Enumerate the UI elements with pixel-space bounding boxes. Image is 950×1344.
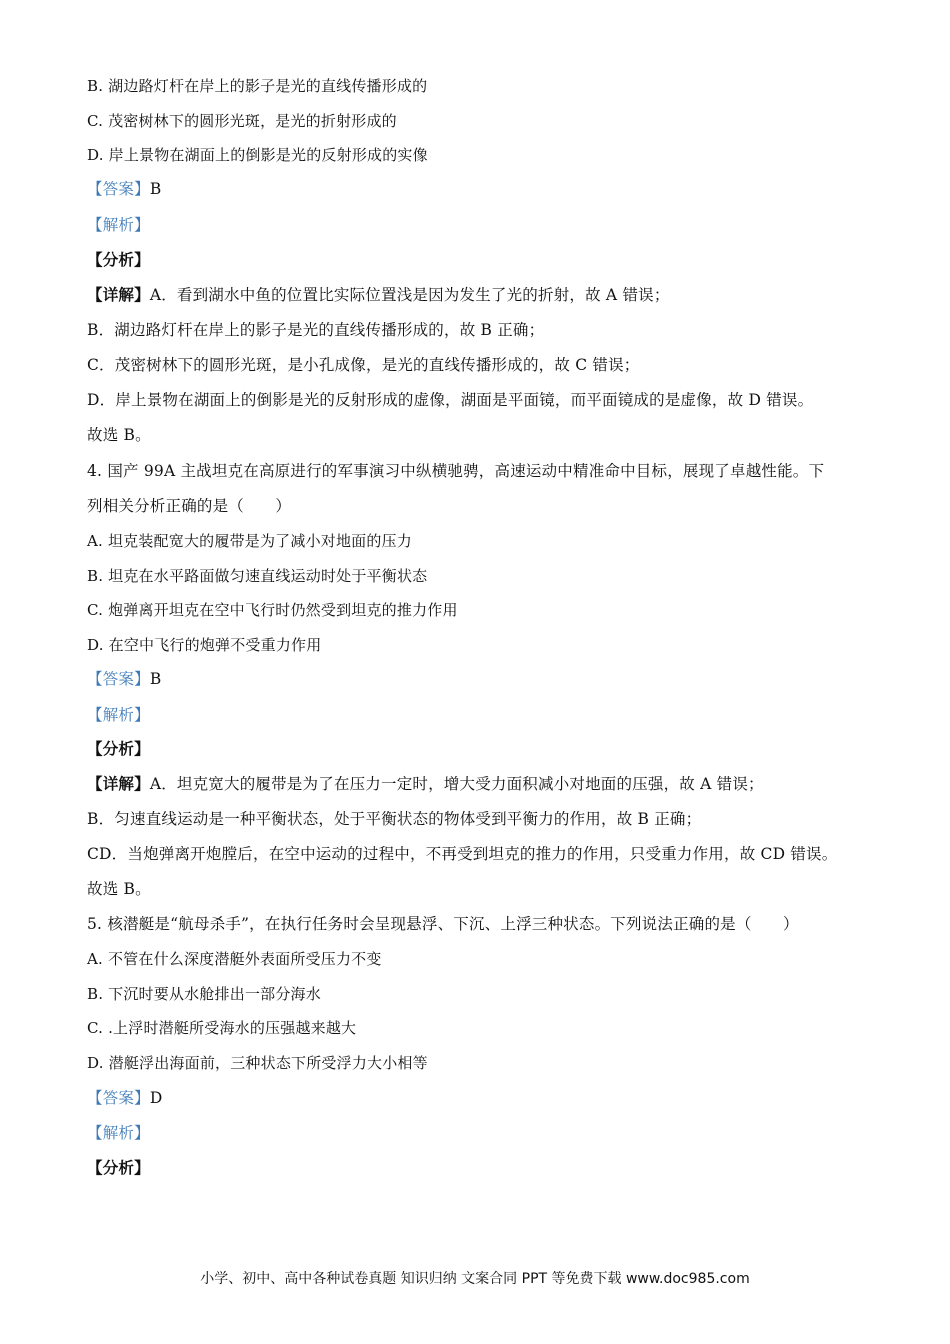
option-a: A. 不管在什么深度潜艇外表面所受压力不变: [87, 950, 382, 968]
detail-line: 【详解】A．坦克宽大的履带是为了在压力一定时，增大受力面积减小对地面的压强，故 A 错误；: [87, 774, 764, 793]
question-5-stem: 5. 核潜艇是“航母杀手”，在执行任务时会呈现悬浮、下沉、上浮三种状态。下列说法正确的是（ ）: [87, 915, 799, 933]
option-b: B. 下沉时要从水舱排出一部分海水: [87, 985, 321, 1003]
option-d: D. 在空中飞行的炮弹不受重力作用: [87, 636, 322, 654]
option-d: D. 岸上景物在湖面上的倒影是光的反射形成的实像: [87, 146, 428, 164]
fenxi-tag: 【分析】: [87, 739, 150, 758]
question-4-stem: 列相关分析正确的是（ ）: [87, 497, 292, 515]
detail-line: C．茂密树林下的圆形光斑，是小孔成像，是光的直线传播形成的，故 C 错误；: [87, 356, 640, 374]
option-b: B. 坦克在水平路面做匀速直线运动时处于平衡状态: [87, 567, 428, 585]
option-d: D. 潜艇浮出海面前，三种状态下所受浮力大小相等: [87, 1054, 428, 1072]
answer-line: 【答案】D: [87, 1089, 163, 1107]
option-c: C. .上浮时潜艇所受海水的压强越来越大: [87, 1019, 357, 1037]
analysis-tag: 【解析】: [87, 216, 150, 234]
question-4-stem: 4. 国产 99A 主战坦克在高原进行的军事演习中纵横驰骋，高速运动中精准命中目标，展现了卓越性能。下: [87, 462, 825, 480]
fenxi-tag: 【分析】: [87, 250, 150, 269]
conclusion-line: 故选 B。: [87, 426, 151, 444]
conclusion-line: 故选 B。: [87, 880, 151, 898]
page-footer: 小学、初中、高中各种试卷真题 知识归纳 文案合同 PPT 等免费下载 www.doc985.com: [200, 1271, 750, 1287]
answer-line: 【答案】B: [87, 670, 162, 688]
detail-line: CD．当炮弹离开炮膛后，在空中运动的过程中，不再受到坦克的推力的作用，只受重力作用，故 CD 错误。: [87, 845, 838, 863]
detail-line: D．岸上景物在湖面上的倒影是光的反射形成的虚像，湖面是平面镜，而平面镜成的是虚像，故 D 错误。: [87, 391, 814, 409]
option-c: C. 茂密树林下的圆形光斑，是光的折射形成的: [87, 112, 397, 130]
analysis-tag: 【解析】: [87, 706, 150, 724]
detail-line: B．匀速直线运动是一种平衡状态，处于平衡状态的物体受到平衡力的作用，故 B 正确；: [87, 810, 702, 828]
option-b: B. 湖边路灯杆在岸上的影子是光的直线传播形成的: [87, 77, 428, 95]
fenxi-tag: 【分析】: [87, 1158, 150, 1177]
option-c: C. 炮弹离开坦克在空中飞行时仍然受到坦克的推力作用: [87, 601, 458, 619]
detail-line: B．湖边路灯杆在岸上的影子是光的直线传播形成的，故 B 正确；: [87, 321, 545, 339]
analysis-tag: 【解析】: [87, 1124, 150, 1142]
answer-line: 【答案】B: [87, 180, 162, 198]
option-a: A. 坦克装配宽大的履带是为了减小对地面的压力: [87, 532, 412, 550]
detail-line: 【详解】A．看到湖水中鱼的位置比实际位置浅是因为发生了光的折射，故 A 错误；: [87, 285, 670, 304]
